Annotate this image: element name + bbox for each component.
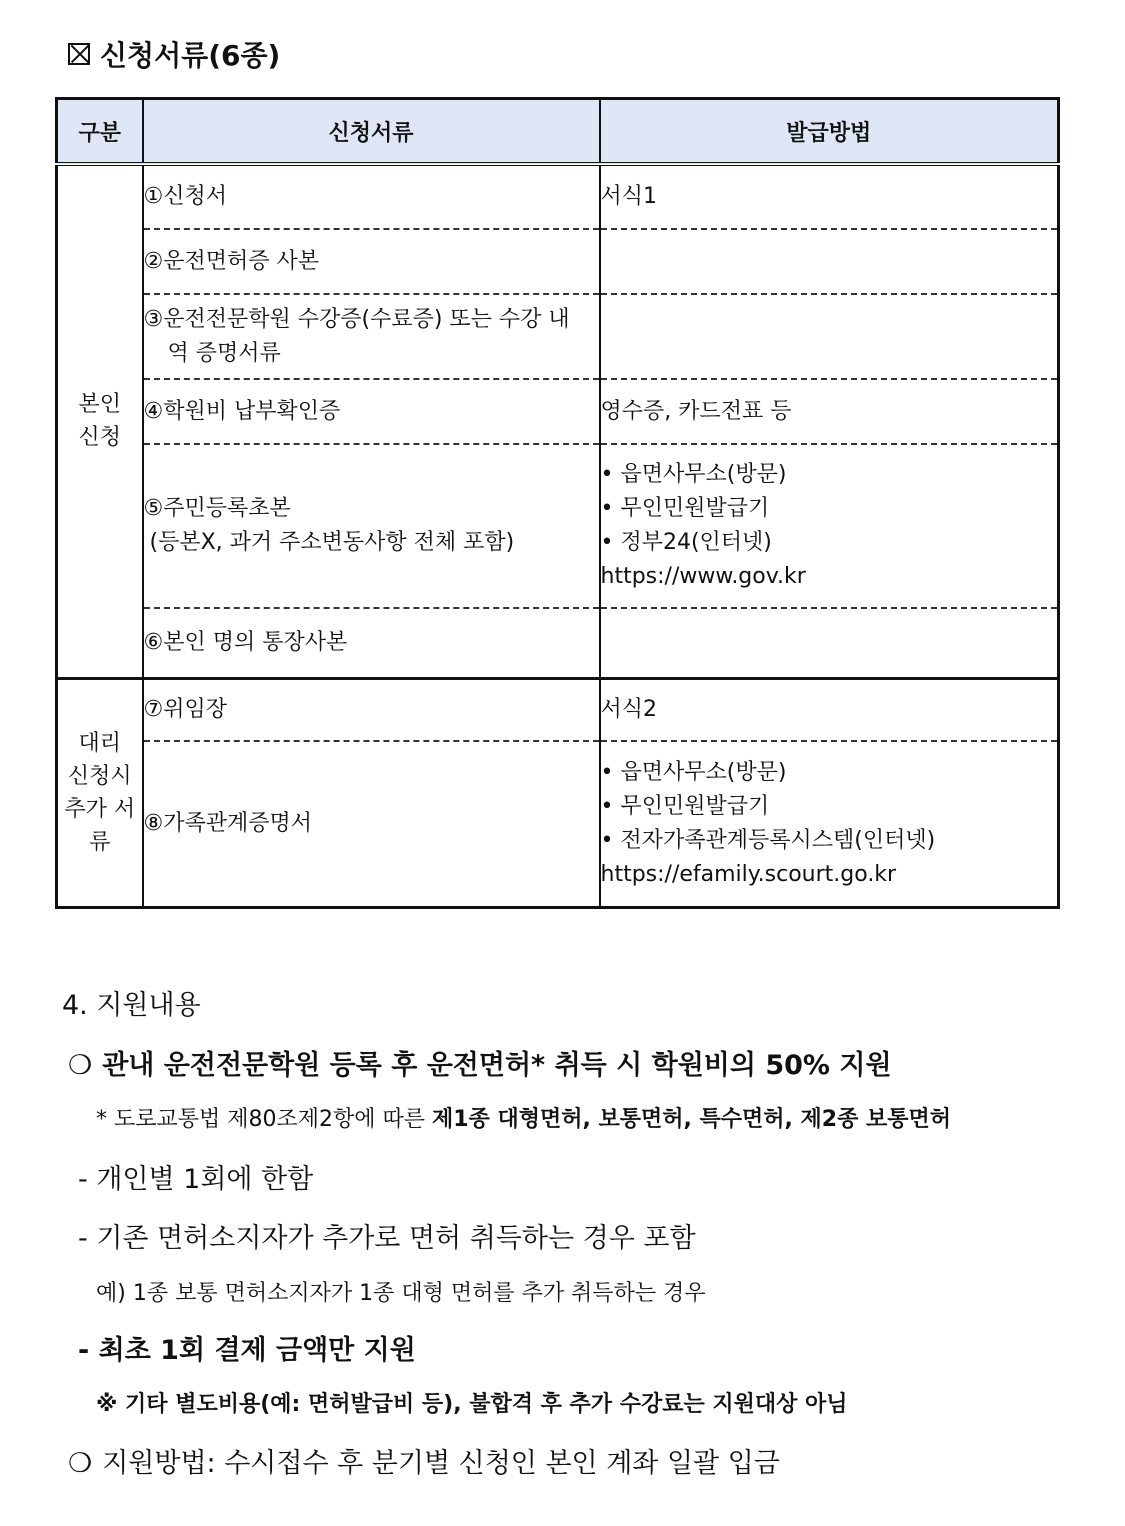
doc-line: ③운전전문학원 수강증(수료증) 또는 수강 내 <box>143 306 570 332</box>
table-row <box>57 608 1059 678</box>
method-cell <box>600 229 1059 294</box>
group-self-label: 본인 신청 <box>78 392 121 451</box>
doc-cell: ①신청서 <box>143 164 600 229</box>
doc-line: ⑤주민등록초본 <box>143 496 291 521</box>
method-cell: 서식1 <box>600 164 1059 229</box>
table-header-row <box>57 99 1059 165</box>
method-line: • 읍면사무소(방문) <box>600 462 787 487</box>
section-heading-text: 신청서류(6종) <box>100 39 281 72</box>
method-url: https://www.gov.kr <box>600 564 806 589</box>
method-line: • 무인민원발급기 <box>600 496 770 521</box>
method-line: • 읍면사무소(방문) <box>600 759 787 785</box>
documents-table <box>55 97 1060 909</box>
method-cell <box>600 444 1059 608</box>
table-row <box>57 294 1059 379</box>
support-dash-once: - 개인별 1회에 한함 <box>78 1164 314 1195</box>
method-url: https://efamily.scourt.go.kr <box>600 861 897 887</box>
doc-cell <box>143 444 600 608</box>
support-method-item <box>68 1441 1125 1480</box>
doc-cell <box>143 294 600 379</box>
doc-cell: ⑧가족관계증명서 <box>143 741 600 907</box>
table-row <box>57 444 1059 608</box>
table-row <box>57 229 1059 294</box>
group-agent-label: 대리 신청시 추가 서 류 <box>64 730 136 855</box>
group-agent-apply <box>57 678 143 907</box>
doc-cell: ⑦위임장 <box>143 678 600 741</box>
doc-cell: ④학원비 납부확인증 <box>143 379 600 444</box>
doc-line: 역 증명서류 <box>167 340 281 366</box>
method-cell <box>600 608 1059 678</box>
support-main-item <box>68 1043 1125 1082</box>
support-example: 예) 1종 보통 면허소지자가 1종 대형 면허를 추가 취득하는 경우 <box>96 1281 706 1306</box>
header-documents: 신청서류 <box>143 99 600 165</box>
doc-cell: ⑥본인 명의 통장사본 <box>143 608 600 678</box>
table-row <box>57 678 1059 741</box>
method-line: • 정부24(인터넷) <box>600 530 772 555</box>
support-title: 4. 지원내용 <box>62 990 201 1021</box>
checkbox-x-icon <box>68 43 90 65</box>
method-cell <box>600 294 1059 379</box>
method-cell: 영수증, 카드전표 등 <box>600 379 1059 444</box>
doc-cell: ②운전면허증 사본 <box>143 229 600 294</box>
method-line: • 무인민원발급기 <box>600 793 770 819</box>
support-warning: ※ 기타 별도비용(예: 면허발급비 등), 불합격 후 추가 수강료는 지원대상 아님 <box>96 1392 848 1417</box>
table-row <box>57 379 1059 444</box>
table-row <box>57 164 1059 229</box>
header-category: 구분 <box>57 99 143 165</box>
support-method-text: 지원방법: 수시접수 후 분기별 신청인 본인 계좌 일괄 입금 <box>102 1448 780 1479</box>
circle-bullet-icon: ❍ <box>68 1050 93 1081</box>
support-main-text: 관내 운전전문학원 등록 후 운전면허* 취득 시 학원비의 50% 지원 <box>102 1050 892 1081</box>
support-dash-first-payment: - 최초 1회 결제 금액만 지원 <box>78 1335 416 1366</box>
group-self-apply <box>57 164 143 678</box>
support-dash-additional: - 기존 면허소지자가 추가로 면허 취득하는 경우 포함 <box>78 1223 696 1254</box>
method-cell <box>600 741 1059 907</box>
header-issue-method: 발급방법 <box>600 99 1059 165</box>
method-cell: 서식2 <box>600 678 1059 741</box>
method-line: • 전자가족관계등록시스템(인터넷) <box>600 827 936 853</box>
support-note-bold: 제1종 대형면허, 보통면허, 특수면허, 제2종 보통면허 <box>432 1107 952 1132</box>
doc-line: (등본X, 과거 주소변동사항 전체 포함) <box>149 530 515 555</box>
table-row <box>57 741 1059 907</box>
section-heading <box>68 34 280 74</box>
circle-bullet-icon: ❍ <box>68 1448 93 1479</box>
support-note-prefix: * 도로교통법 제80조제2항에 따른 <box>96 1107 432 1132</box>
support-note <box>96 1102 1125 1133</box>
